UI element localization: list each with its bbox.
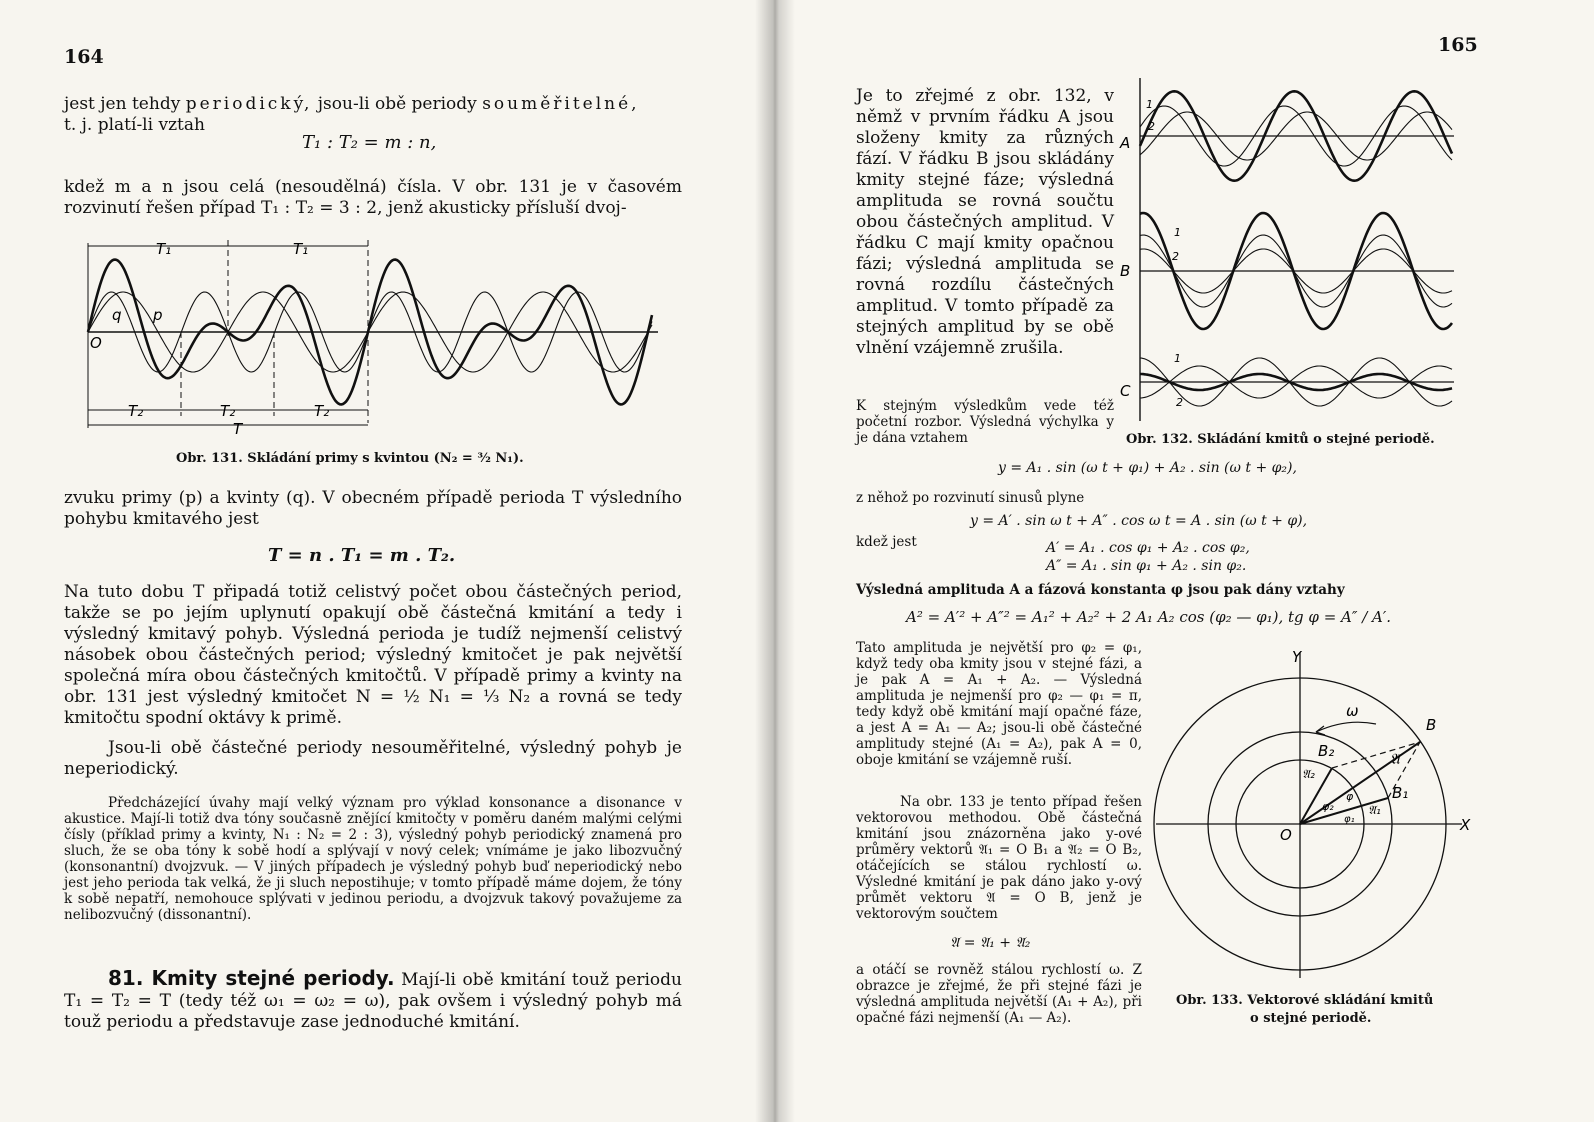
curve-label-2: 2: [1172, 250, 1179, 263]
label-origin: O: [90, 334, 102, 352]
small-print-intro: K stejným výsledkům vede též početní rozbor. Výsledná výchylka y je dána vztahem: [856, 398, 1114, 446]
paragraph-fig132-explanation: Je to zřejmé z obr. 132, v němž v prvním řádku A jsou složeny kmity za různých fází. V řádku B jsou skládány kmity stejné fáze; výsledná amplituda se rovná součtu obou částečných amplitud. V řádku C mají kmity opačnou fázi; výsledná amplituda se rovná rozdílu částečných amplitud. V tomto případě za stejných amplitud by se obě vlnění vzájemně zrušila.: [856, 86, 1114, 358]
paragraph-period: Na tuto dobu T připadá totiž celistvý počet obou částečných period, takže se po jejím uplynutí opakují obě částečná kmitání a tedy i výsledný kmitavý pohyb. Výsledná perioda je tudíž nejmenší celistvý násobek obou částečných period; výsledný kmitočet je pak největší společná míra obou částečných kmitočtů. V případě primy a kvinty na obr. 131 jest výsledný kmitočet N = ½ N₁ = ⅓ N₂ a rovná se tedy kmitočtu spodní oktávy k primě.: [64, 582, 682, 728]
fig132-curves: [1140, 91, 1452, 406]
text-kdez: kdež jest: [856, 534, 917, 550]
label-t2: T₂: [314, 402, 330, 420]
figure-132-caption: Obr. 132. Skládání kmitů o stejné periodě.: [1126, 432, 1435, 447]
ratio-equation: T₁ : T₂ = m : n,: [302, 132, 437, 153]
paragraph-intro: [64, 94, 682, 136]
text-amplitude: Výsledná amplituda A a fázová konstanta φ jsou pak dány vztahy: [856, 582, 1345, 598]
right-page: [770, 0, 1594, 1122]
point-b-label: B: [1426, 716, 1437, 734]
phi1-label: φ₁: [1344, 814, 1355, 825]
section-81: [64, 968, 682, 1033]
figure-132: [1118, 76, 1458, 426]
vector-a1-label: 𝔄₁: [1368, 803, 1381, 817]
paragraph-nonperiodic: Jsou-li obě částečné periody nesouměřitelné, výsledný pohyb je neperiodický.: [64, 738, 682, 779]
paragraph-rotation: a otáčí se rovněž stálou rychlostí ω. Z obrazce je zřejmé, že při stejné fázi je výsledná amplituda největší (A₁ + A₂), při opačné fázi nejmenší (A₁ — A₂).: [856, 962, 1142, 1026]
equation-expanded: y = A′ . sin ω t + A″ . cos ω t = A . sin (ω t + φ),: [970, 513, 1308, 529]
equation-a-prime: A′ = A₁ . cos φ₁ + A₂ . cos φ₂,: [1046, 540, 1250, 556]
figure-133: [1156, 650, 1476, 980]
label-p: p: [153, 306, 163, 324]
text: t. j. platí-li vztah: [64, 115, 205, 135]
figure-131-caption: Obr. 131. Skládání primy s kvintou (N₂ = ³⁄₂ N₁).: [176, 451, 524, 466]
curve-label-1: 1: [1174, 352, 1181, 365]
paragraph-vector-method: Na obr. 133 je tento případ řešen vektorovou methodou. Obě částečná kmitání jsou znázorněna jako y-ové průměry vektorů 𝔄₁ = O B₁ a 𝔄₂ = O B₂, otáčejících se stálou rychlostí ω. Výsledné kmitání je pak dáno jako y-ový průmět vektoru 𝔄 = O B, jenž je vektorovým součtem: [856, 794, 1142, 922]
equation-y: y = A₁ . sin (ω t + φ₁) + A₂ . sin (ω t + φ₂),: [998, 460, 1297, 476]
phi2-label: φ₂: [1322, 800, 1334, 813]
text: jsou-li obě periody: [317, 94, 477, 114]
point-b1-label: B₁: [1392, 784, 1409, 802]
y-axis-label: Y: [1292, 648, 1302, 666]
page-number: 164: [64, 46, 104, 68]
point-b2-label: B₂: [1318, 742, 1335, 760]
curve-label-2: 2: [1148, 120, 1155, 133]
curve-label-1: 1: [1174, 226, 1181, 239]
page-number: 165: [1438, 34, 1478, 56]
omega-label: ω: [1346, 702, 1359, 720]
spaced-term: souměřitelné,: [482, 94, 640, 114]
figure-133-caption-line1: Obr. 133. Vektorové skládání kmitů: [1176, 993, 1434, 1008]
phi-label: φ: [1346, 790, 1354, 803]
paragraph-max-amplitude: Tato amplituda je největší pro φ₂ = φ₁, když tedy oba kmity jsou v stejné fázi, a je pak A = A₁ + A₂. — Výsledná amplituda je nejmenší pro φ₂ — φ₁ = π, tedy když obě kmitání mají opačné fáze, a jest A = A₁ — A₂; jsou-li obě částečné amplitudy stejné (A₁ = A₂), pak A = 0, oboje kmitání se vzájemně ruší.: [856, 640, 1142, 768]
row-c-label: C: [1120, 382, 1131, 400]
text-after-eq1: z něhož po rozvinutí sinusů plyne: [856, 490, 1085, 506]
row-a-label: A: [1120, 134, 1131, 152]
book-gutter: [755, 0, 795, 1122]
curve-label-1: 1: [1146, 98, 1153, 111]
equation-a-double-prime: A″ = A₁ . sin φ₁ + A₂ . sin φ₂.: [1046, 558, 1247, 574]
small-print-consonance: Předcházející úvahy mají velký význam pro výklad konsonance a disonance v akustice. Mají-li totiž dva tóny současně znějící kmitočty v poměru daném malými celými čísly (příklad primy a kvinty, N₁ : N₂ = 2 : 3), výsledný pohyb periodický znamená pro sluch, že se oba tóny k sobě hodí a splývají v nový celek; vnímáme je jako libozvučný (konsonantní) dvojzvuk. — V jiných případech je výsledný pohyb buď neperiodický nebo jest jeho perioda tak velká, že ji sluch nepostihuje; v tomto případě máme dojem, že tóny k sobě nepatří, nemohouce splývati v jedinou periodu, a dvojzvuk takový považujeme za nelibozvučný (dissonantní).: [64, 795, 682, 923]
equation-amplitude: A² = A′² + A″² = A₁² + A₂² + 2 A₁ A₂ cos (φ₂ — φ₁), tg φ = A″ / A′.: [906, 608, 1392, 626]
x-axis-label: X: [1460, 816, 1471, 834]
label-t1: T₁: [293, 240, 309, 258]
vector-sum-equation: 𝔄 = 𝔄₁ + 𝔄₂: [950, 935, 1031, 951]
paragraph-case: kdež m a n jsou celá (nesoudělná) čísla. V obr. 131 je v časovém rozvinutí řešen případ T₁ : T₂ = 3 : 2, jenž akusticky přísluší dvoj-: [64, 177, 682, 218]
vector-a-label: 𝔄: [1390, 750, 1400, 768]
paragraph-primy: zvuku primy (p) a kvinty (q). V obecném případě perioda T výsledního pohybu kmitavého jest: [64, 488, 682, 529]
omega-arrow: [1316, 722, 1376, 732]
vector-a2-label: 𝔄₂: [1302, 767, 1315, 781]
period-equation: T = n . T₁ = m . T₂.: [268, 545, 456, 566]
section-heading: 81. Kmity stejné periody.: [108, 966, 395, 990]
label-t: T: [233, 420, 243, 438]
figure-131: [78, 238, 678, 438]
label-q: q: [112, 306, 122, 324]
row-b-label: B: [1120, 262, 1131, 280]
curve-label-2: 2: [1176, 396, 1183, 409]
label-t2: T₂: [220, 402, 236, 420]
origin-label: O: [1280, 826, 1292, 844]
label-t2: T₂: [128, 402, 144, 420]
text: jest jen tehdy: [64, 94, 181, 114]
label-t1: T₁: [156, 240, 172, 258]
section-text: Mají-li obě kmitání touž periodu T₁ = T₂ = T (tedy též ω₁ = ω₂ = ω), pak ovšem i výsledný pohyb má touž periodu a představuje zase jednoduché kmitání.: [64, 970, 682, 1032]
left-page: [0, 0, 770, 1122]
spaced-term: periodický,: [185, 94, 313, 114]
parallelogram-side: [1332, 742, 1420, 768]
figure-133-caption-line2: o stejné periodě.: [1250, 1011, 1372, 1026]
